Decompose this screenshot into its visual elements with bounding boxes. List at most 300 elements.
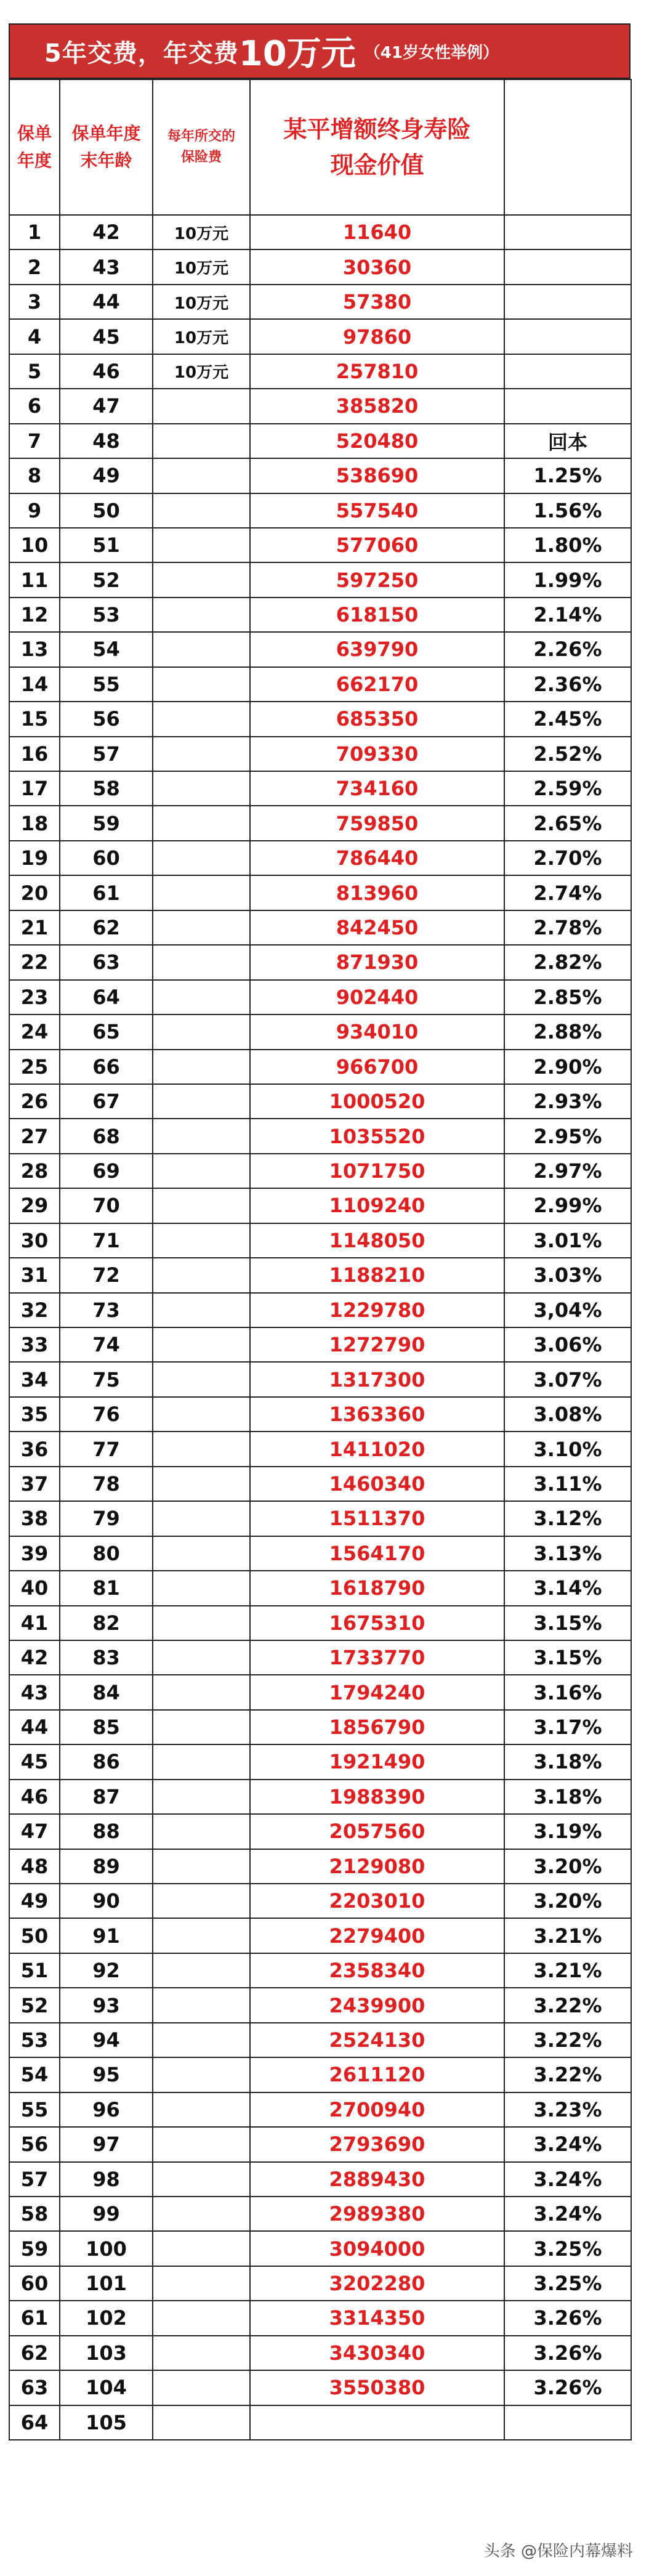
table-row [9,1536,631,1571]
cell-premium [153,2405,250,2440]
cell-rate: 2.36% [504,667,631,702]
cell-premium [153,702,250,736]
cell-premium [153,2057,250,2092]
cell-cash-value: 2203010 [250,1884,504,1918]
table-row [9,1397,631,1432]
cell-cash-value: 1272790 [250,1327,504,1362]
cell-policy-year: 63 [9,2370,60,2405]
cell-premium [153,1050,250,1084]
table-row [9,2231,631,2266]
header-policy-year-line-2: 年度 [17,150,52,171]
cell-policy-year: 45 [9,1744,60,1779]
cell-rate: 2.85% [504,980,631,1015]
header-premium-line-2: 保险费 [180,150,222,165]
cell-rate: 3.23% [504,2092,631,2127]
table-row [9,1084,631,1119]
cell-premium [153,1258,250,1292]
cell-policy-year: 13 [9,632,60,666]
cell-age: 73 [60,1293,153,1327]
cell-rate [504,249,631,284]
cell-policy-year: 39 [9,1536,60,1571]
cell-rate: 1.99% [504,562,631,597]
cell-age: 57 [60,737,153,771]
cell-premium [153,2197,250,2231]
cell-premium [153,2301,250,2335]
cell-cash-value: 538690 [250,458,504,493]
cell-rate: 2.45% [504,702,631,736]
cell-policy-year: 6 [9,389,60,423]
cell-age: 51 [60,528,153,562]
cell-policy-year: 19 [9,841,60,875]
cell-rate [504,215,631,249]
cell-policy-year: 55 [9,2092,60,2127]
table-row [9,1814,631,1849]
cell-rate: 1.80% [504,528,631,562]
cell-policy-year: 44 [9,1710,60,1744]
table-row [9,1154,631,1188]
cell-rate: 2.93% [504,1084,631,1119]
cell-premium [153,389,250,423]
cell-policy-year: 25 [9,1050,60,1084]
cell-rate: 3.08% [504,1397,631,1432]
cell-premium [153,771,250,806]
cell-cash-value: 557540 [250,493,504,528]
watermark: 头条 @保险内幕爆料 [480,2537,637,2562]
cell-policy-year: 3 [9,285,60,319]
cell-rate: 3.14% [504,1571,631,1605]
table-row [9,1050,631,1084]
cell-cash-value: 1188210 [250,1258,504,1292]
cell-age: 90 [60,1884,153,1918]
cell-cash-value: 3430340 [250,2336,504,2370]
table-row [9,424,631,458]
cell-policy-year: 60 [9,2266,60,2301]
cell-policy-year: 50 [9,1918,60,1953]
cell-premium [153,493,250,528]
cell-rate: 2.26% [504,632,631,666]
table-row [9,562,631,597]
cell-policy-year: 12 [9,597,60,632]
cell-premium [153,2231,250,2266]
table-row [9,1293,631,1327]
table-row [9,1884,631,1918]
table-row [9,806,631,840]
cell-cash-value: 639790 [250,632,504,666]
cell-cash-value: 709330 [250,737,504,771]
cell-rate: 3.16% [504,1675,631,1709]
cell-age: 50 [60,493,153,528]
cell-cash-value: 2793690 [250,2127,504,2161]
cell-policy-year: 49 [9,1884,60,1918]
cell-premium: 10万元 [153,249,250,284]
cell-age: 88 [60,1814,153,1849]
cell-policy-year: 15 [9,702,60,736]
cell-cash-value: 966700 [250,1050,504,1084]
cell-age: 44 [60,285,153,319]
table-row [9,1953,631,1988]
cell-cash-value: 1618790 [250,1571,504,1605]
cell-rate: 3.10% [504,1432,631,1466]
cell-cash-value: 1411020 [250,1432,504,1466]
table-row [9,632,631,666]
cell-rate: 3.22% [504,2057,631,2092]
cell-policy-year: 33 [9,1327,60,1362]
table-row [9,771,631,806]
cell-rate: 3.01% [504,1223,631,1258]
cell-cash-value [250,2405,504,2440]
cell-cash-value: 577060 [250,528,504,562]
cell-premium [153,1397,250,1432]
table-row [9,1258,631,1292]
table-row [9,2336,631,2370]
cell-policy-year: 32 [9,1293,60,1327]
cell-rate: 3.21% [504,1918,631,1953]
cell-policy-year: 57 [9,2162,60,2197]
table-row [9,2370,631,2405]
cell-rate: 3.12% [504,1501,631,1536]
cell-age: 81 [60,1571,153,1605]
cell-policy-year: 21 [9,910,60,945]
cell-premium [153,1432,250,1466]
cell-premium [153,980,250,1015]
cell-age: 85 [60,1710,153,1744]
cell-policy-year: 2 [9,249,60,284]
cell-cash-value: 2989380 [250,2197,504,2231]
cell-cash-value: 3094000 [250,2231,504,2266]
cell-age: 42 [60,215,153,249]
cell-premium [153,1501,250,1536]
cell-policy-year: 54 [9,2057,60,2092]
table-row [9,1918,631,1953]
cell-premium [153,1188,250,1223]
cell-cash-value: 662170 [250,667,504,702]
cell-age: 100 [60,2231,153,2266]
cell-age: 101 [60,2266,153,2301]
cell-policy-year: 59 [9,2231,60,2266]
title-banner [9,23,631,79]
table-row [9,2092,631,2127]
cell-age: 86 [60,1744,153,1779]
table-row [9,2197,631,2231]
cell-age: 47 [60,389,153,423]
cell-age: 72 [60,1258,153,1292]
cell-policy-year: 24 [9,1015,60,1049]
table-row [9,389,631,423]
cell-premium [153,1814,250,1849]
cash-value-table [9,79,632,2440]
cell-age: 98 [60,2162,153,2197]
table-row [9,2266,631,2301]
cell-rate: 1.56% [504,493,631,528]
cell-policy-year: 26 [9,1084,60,1119]
cell-policy-year: 56 [9,2127,60,2161]
cell-rate: 3.06% [504,1327,631,1362]
cell-cash-value: 1733770 [250,1640,504,1675]
table-row [9,1432,631,1466]
header-cash-value-line-2: 现金价值 [330,152,424,179]
table-row [9,1327,631,1362]
cell-premium [153,2162,250,2197]
cell-policy-year: 23 [9,980,60,1015]
cell-rate: 2.82% [504,945,631,979]
cell-rate: 2.97% [504,1154,631,1188]
cell-premium [153,1918,250,1953]
cell-policy-year: 30 [9,1223,60,1258]
cell-age: 87 [60,1780,153,1814]
table-row [9,285,631,319]
cell-rate: 3.18% [504,1780,631,1814]
cell-premium [153,1119,250,1153]
cell-rate: 3.20% [504,1884,631,1918]
table-row [9,1501,631,1536]
cell-cash-value: 1988390 [250,1780,504,1814]
cell-premium [153,2127,250,2161]
cell-premium [153,1293,250,1327]
cell-age: 103 [60,2336,153,2370]
cell-policy-year: 9 [9,493,60,528]
table-row [9,2301,631,2335]
cell-rate [504,354,631,389]
cell-age: 77 [60,1432,153,1466]
table-row [9,702,631,736]
cell-policy-year: 62 [9,2336,60,2370]
header-rate [504,79,631,215]
cell-rate [504,285,631,319]
cell-rate: 2.99% [504,1188,631,1223]
cell-age: 91 [60,1918,153,1953]
cell-rate: 2.78% [504,910,631,945]
cell-cash-value: 1000520 [250,1084,504,1119]
cell-policy-year: 41 [9,1606,60,1640]
cell-policy-year: 52 [9,1988,60,2022]
table-row [9,1710,631,1744]
header-age-line-1: 保单年度 [71,123,141,144]
cell-rate [504,389,631,423]
header-age-line-2: 末年龄 [80,150,132,171]
title-part-1: 5年交费，年交费 [44,39,239,68]
table-row [9,1675,631,1709]
cell-age: 70 [60,1188,153,1223]
cell-age: 61 [60,875,153,910]
table-row [9,945,631,979]
cell-premium [153,1606,250,1640]
cell-cash-value: 902440 [250,980,504,1015]
table-row [9,2057,631,2092]
table-row [9,2127,631,2161]
cell-policy-year: 53 [9,2023,60,2057]
cell-age: 93 [60,1988,153,2022]
cell-age: 76 [60,1397,153,1432]
cell-age: 60 [60,841,153,875]
cell-age: 55 [60,667,153,702]
cell-premium [153,1675,250,1709]
cell-rate: 2.65% [504,806,631,840]
cell-age: 67 [60,1084,153,1119]
cell-cash-value: 3550380 [250,2370,504,2405]
cell-premium [153,1744,250,1779]
cell-premium [153,632,250,666]
cell-age: 94 [60,2023,153,2057]
table-row [9,1571,631,1605]
header-age [60,79,153,215]
cell-age: 82 [60,1606,153,1640]
table-row [9,1362,631,1396]
cell-premium [153,1467,250,1501]
cell-rate: 3.22% [504,2023,631,2057]
cell-premium [153,1571,250,1605]
cell-rate: 3.24% [504,2197,631,2231]
table-row [9,1988,631,2022]
cell-cash-value: 1460340 [250,1467,504,1501]
cell-cash-value: 685350 [250,702,504,736]
cell-premium [153,1327,250,1362]
table-row [9,841,631,875]
cell-premium [153,1084,250,1119]
cell-premium [153,2092,250,2127]
cell-cash-value: 1564170 [250,1536,504,1571]
title-note: （41岁女性举例） [364,43,499,62]
table-row [9,458,631,493]
cell-premium [153,737,250,771]
cell-premium [153,1362,250,1396]
table-row [9,2162,631,2197]
cell-policy-year: 16 [9,737,60,771]
cell-premium [153,597,250,632]
cell-cash-value: 2700940 [250,2092,504,2127]
cell-policy-year: 22 [9,945,60,979]
cell-age: 65 [60,1015,153,1049]
cell-premium [153,1884,250,1918]
cell-premium [153,1223,250,1258]
cell-age: 80 [60,1536,153,1571]
cell-policy-year: 38 [9,1501,60,1536]
table-row [9,980,631,1015]
cell-rate: 3.17% [504,1710,631,1744]
cell-premium [153,1640,250,1675]
cell-policy-year: 11 [9,562,60,597]
cell-policy-year: 36 [9,1432,60,1466]
cell-rate: 3.26% [504,2336,631,2370]
cell-premium [153,2023,250,2057]
cell-premium: 10万元 [153,354,250,389]
cell-age: 64 [60,980,153,1015]
cell-age: 89 [60,1849,153,1884]
cell-age: 74 [60,1327,153,1362]
table-row [9,354,631,389]
cell-policy-year: 35 [9,1397,60,1432]
cell-age: 63 [60,945,153,979]
cell-rate [504,2405,631,2440]
table-row [9,667,631,702]
cell-age: 78 [60,1467,153,1501]
cell-policy-year: 28 [9,1154,60,1188]
cell-cash-value: 842450 [250,910,504,945]
cell-cash-value: 1148050 [250,1223,504,1258]
cell-premium: 10万元 [153,319,250,354]
cell-cash-value: 1675310 [250,1606,504,1640]
cell-rate: 2.95% [504,1119,631,1153]
cell-cash-value: 385820 [250,389,504,423]
cell-policy-year: 1 [9,215,60,249]
cell-premium [153,1780,250,1814]
cell-policy-year: 5 [9,354,60,389]
cell-cash-value: 1229780 [250,1293,504,1327]
cell-premium: 10万元 [153,215,250,249]
cell-cash-value: 1856790 [250,1710,504,1744]
cell-rate: 2.90% [504,1050,631,1084]
cell-rate: 3.03% [504,1258,631,1292]
cell-age: 79 [60,1501,153,1536]
cell-age: 54 [60,632,153,666]
cell-cash-value: 520480 [250,424,504,458]
cell-policy-year: 10 [9,528,60,562]
cell-rate: 3.24% [504,2127,631,2161]
cell-age: 83 [60,1640,153,1675]
cell-cash-value: 11640 [250,215,504,249]
table-row [9,1744,631,1779]
cell-premium [153,1154,250,1188]
cell-policy-year: 8 [9,458,60,493]
header-cash-value [250,79,504,215]
cell-rate: 3.24% [504,2162,631,2197]
cell-cash-value: 1511370 [250,1501,504,1536]
cell-policy-year: 20 [9,875,60,910]
cell-premium [153,1953,250,1988]
cell-age: 62 [60,910,153,945]
cell-age: 56 [60,702,153,736]
cell-rate: 3.13% [504,1536,631,1571]
cell-age: 105 [60,2405,153,2440]
cell-rate: 3.22% [504,1988,631,2022]
cell-cash-value: 2611120 [250,2057,504,2092]
table-row [9,493,631,528]
table-row [9,910,631,945]
header-policy-year-line-1: 保单 [17,123,52,144]
cell-policy-year: 58 [9,2197,60,2231]
cell-cash-value: 2889430 [250,2162,504,2197]
table-body [9,215,631,2440]
cell-age: 68 [60,1119,153,1153]
header-cash-value-line-1: 某平增额终身寿险 [283,116,471,143]
cell-cash-value: 2129080 [250,1849,504,1884]
cell-premium [153,841,250,875]
cell-rate: 2.70% [504,841,631,875]
cell-cash-value: 2439900 [250,1988,504,2022]
table-row [9,528,631,562]
cell-cash-value: 618150 [250,597,504,632]
cell-policy-year: 40 [9,1571,60,1605]
cell-age: 69 [60,1154,153,1188]
cell-policy-year: 34 [9,1362,60,1396]
cell-cash-value: 2279400 [250,1918,504,1953]
cell-premium [153,1015,250,1049]
cell-policy-year: 42 [9,1640,60,1675]
cell-policy-year: 46 [9,1780,60,1814]
cell-premium [153,528,250,562]
table-row [9,737,631,771]
cell-policy-year: 31 [9,1258,60,1292]
cell-premium [153,2370,250,2405]
cell-premium [153,945,250,979]
cell-cash-value: 3314350 [250,2301,504,2335]
cell-policy-year: 51 [9,1953,60,1988]
table-row [9,1119,631,1153]
cell-age: 58 [60,771,153,806]
cell-policy-year: 7 [9,424,60,458]
cell-policy-year: 48 [9,1849,60,1884]
cell-age: 43 [60,249,153,284]
cell-age: 96 [60,2092,153,2127]
